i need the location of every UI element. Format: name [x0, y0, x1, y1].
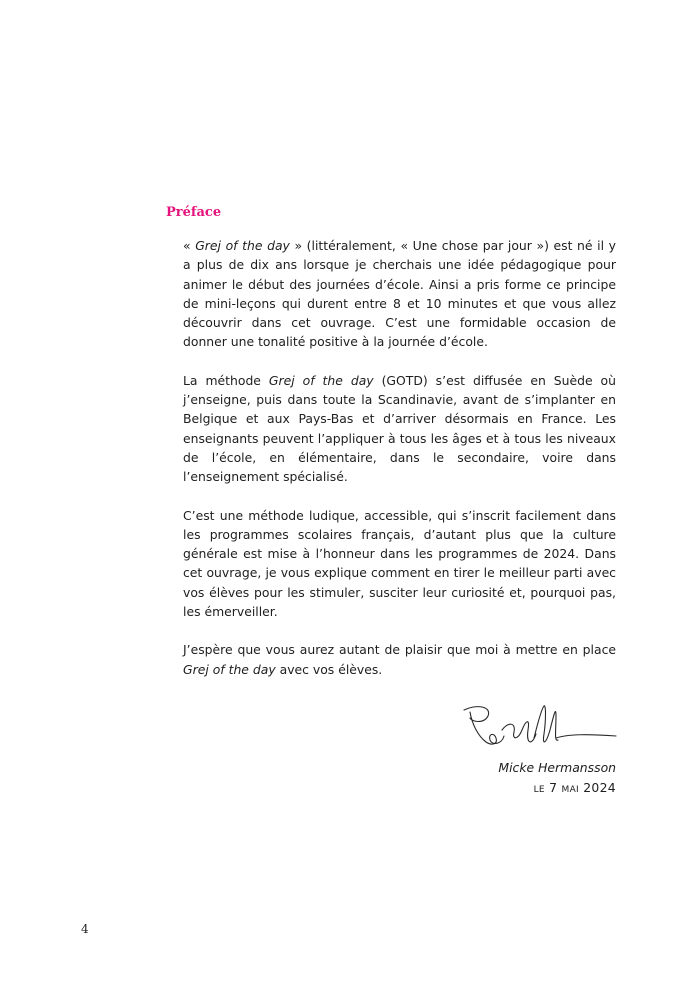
book-title: Grej of the day [195, 238, 290, 253]
paragraph-2-before: La méthode [183, 372, 269, 388]
paragraph-2-after: (GOTD) s’est diffusée en Suède où j’enseigne, puis dans toute la Scandinavie, avant de s’implanter en Belgique et aux Pays-Bas et d’arriver désormais en France. Les enseignants peuvent l’appliquer à tous les âges et à tous les niveaux de l’école, en élémentaire, dans le secondaire, voire dans l’enseignement spécialisé. [183, 372, 616, 485]
paragraph-4-before: J’espère que vous aurez autant de plaisir que moi à mettre en place [183, 642, 616, 658]
handwritten-signature [458, 700, 618, 756]
preface-body [183, 236, 616, 698]
paragraph-2 [183, 371, 616, 487]
book-title: Grej of the day [268, 372, 374, 388]
paragraph-4-after: avec vos élèves. [275, 661, 383, 677]
page-number: 4 [81, 922, 89, 936]
book-title: Grej of the day [183, 661, 276, 677]
paragraph-4 [183, 640, 616, 679]
paragraph-3: C’est une méthode ludique, accessible, qui s’inscrit facilement dans les programmes scolaires français, d’autant plus que la culture générale est mise à l’honneur dans les programmes de 2024. Dans cet ouvrage, je vous explique comment en tirer le meilleur parti avec vos élèves pour les stimuler, susciter leur curiosité et, pourquoi pas, les émerveiller. [183, 507, 616, 620]
author-name: Micke Hermansson [498, 760, 616, 775]
paragraph-1-text: » (littéralement, « Une chose par jour ») est né il y a plus de dix ans lorsque je cherchais une idée pédagogique pour animer le début des journées d’école. Ainsi a pris forme ce principe de mini-leçons qui durent entre 8 et 10 minutes et que vous allez découvrir dans cet ouvrage. C’est une formidable occasion de donner une tonalité positive à la journée d’école. [183, 238, 616, 350]
paragraph-1: « Grej of the day » (littéralement, « Une chose par jour ») est né il y a plus de dix ans lorsque je cherchais une idée pédagogique pour animer le début des journées d’école. Ainsi a pris forme ce principe de mini-leçons qui durent entre 8 et 10 minutes et que vous allez découvrir dans cet ouvrage. C’est une formidable occasion de donner une tonalité positive à la journée d’école. [183, 238, 616, 350]
section-heading: Préface [166, 205, 222, 220]
signature-date: le 7 mai 2024 [533, 780, 616, 795]
